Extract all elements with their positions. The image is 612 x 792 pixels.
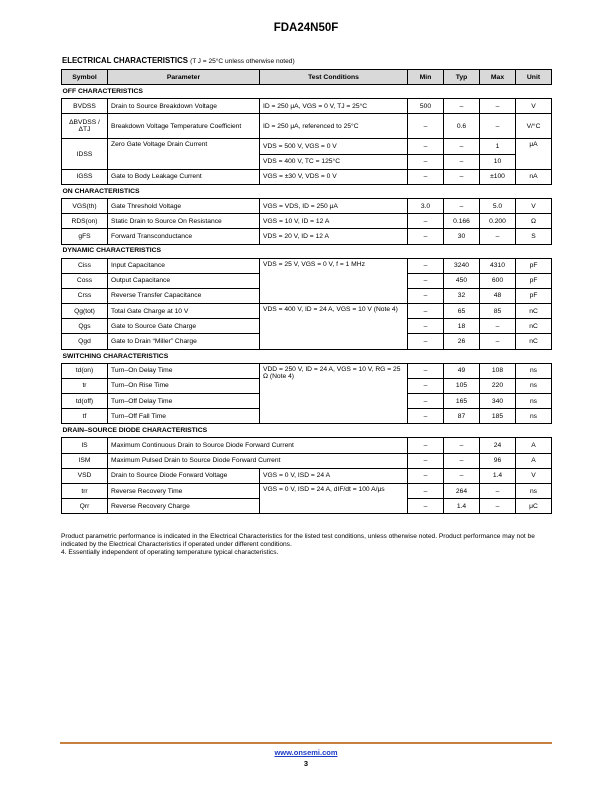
min-cell: – <box>408 258 444 273</box>
parameter-cell: Zero Gate Voltage Drain Current <box>108 139 260 169</box>
symbol-cell: IDSS <box>62 139 108 169</box>
parameter-cell: Reverse Recovery Charge <box>108 499 260 514</box>
symbol-cell: VSD <box>62 468 108 483</box>
typ-cell: 3240 <box>444 258 480 273</box>
symbol-cell: Qgs <box>62 319 108 334</box>
min-cell: – <box>408 319 444 334</box>
symbol-cell: td(on) <box>62 363 108 378</box>
typ-cell: 87 <box>444 409 480 424</box>
min-cell: – <box>408 273 444 288</box>
col-parameter: Parameter <box>108 70 260 85</box>
typ-cell: 30 <box>444 229 480 244</box>
typ-cell: 18 <box>444 319 480 334</box>
symbol-cell: gFS <box>62 229 108 244</box>
document-title: FDA24N50F <box>273 22 339 34</box>
max-cell: – <box>480 334 516 349</box>
unit-cell: pF <box>516 288 552 303</box>
typ-cell: – <box>444 169 480 184</box>
symbol-cell: IGSS <box>62 169 108 184</box>
parameter-cell: Turn–Off Fall Time <box>108 409 260 424</box>
unit-cell: ns <box>516 483 552 498</box>
typ-cell: 0.6 <box>444 114 480 139</box>
table-row <box>62 214 552 229</box>
group-off: OFF CHARACTERISTICS <box>62 85 552 99</box>
typ-cell: – <box>444 154 480 169</box>
min-cell: – <box>408 229 444 244</box>
unit-cell: ns <box>516 409 552 424</box>
table-row <box>62 229 552 244</box>
unit-cell: A <box>516 438 552 453</box>
col-symbol: Symbol <box>62 70 108 85</box>
section-title <box>62 56 295 65</box>
min-cell: – <box>408 378 444 393</box>
conditions-cell: VDD = 250 V, ID = 24 A, VGS = 10 V, RG = 25 Ω (Note 4) <box>260 363 408 424</box>
table-row <box>62 304 552 319</box>
symbol-cell: Crss <box>62 288 108 303</box>
table-row <box>62 453 552 468</box>
parameter-cell: Gate to Source Gate Charge <box>108 319 260 334</box>
min-cell: – <box>408 214 444 229</box>
min-cell: 3.0 <box>408 198 444 213</box>
min-cell: – <box>408 499 444 514</box>
symbol-cell: IS <box>62 438 108 453</box>
max-cell: 48 <box>480 288 516 303</box>
typ-cell: 450 <box>444 273 480 288</box>
max-cell: – <box>480 114 516 139</box>
symbol-cell: VGS(th) <box>62 198 108 213</box>
parameter-cell: Gate to Drain “Miller” Charge <box>108 334 260 349</box>
parameter-cell: Maximum Continuous Drain to Source Diode Forward Current <box>108 438 408 453</box>
min-cell: – <box>408 114 444 139</box>
note-4: 4. Essentially independent of operating temperature typical characteristics. <box>61 549 279 557</box>
section-heading: ELECTRICAL CHARACTERISTICS <box>62 56 188 65</box>
unit-cell: V <box>516 468 552 483</box>
max-cell: 5.0 <box>480 198 516 213</box>
typ-cell: – <box>444 453 480 468</box>
parameter-cell: Reverse Transfer Capacitance <box>108 288 260 303</box>
unit-cell: pF <box>516 258 552 273</box>
col-min: Min <box>408 70 444 85</box>
conditions-cell: VDS = 400 V, ID = 24 A, VGS = 10 V (Note 4) <box>260 304 408 350</box>
page-number: 3 <box>303 759 309 768</box>
conditions-cell: ID = 250 μA, VGS = 0 V, TJ = 25°C <box>260 99 408 114</box>
max-cell: 340 <box>480 394 516 409</box>
max-cell: – <box>480 229 516 244</box>
parameter-cell: Drain to Source Diode Forward Voltage <box>108 468 260 483</box>
conditions-cell: VDS = 25 V, VGS = 0 V, f = 1 MHz <box>260 258 408 304</box>
symbol-cell: Qrr <box>62 499 108 514</box>
typ-cell: 165 <box>444 394 480 409</box>
unit-cell: V <box>516 198 552 213</box>
min-cell: – <box>408 363 444 378</box>
typ-cell: – <box>444 468 480 483</box>
symbol-cell: ISM <box>62 453 108 468</box>
max-cell: ±100 <box>480 169 516 184</box>
symbol-cell: BVDSS <box>62 99 108 114</box>
parameter-cell: Maximum Pulsed Drain to Source Diode Forward Current <box>108 453 408 468</box>
typ-cell: – <box>444 198 480 213</box>
symbol-cell: RDS(on) <box>62 214 108 229</box>
typ-cell: 105 <box>444 378 480 393</box>
group-diode: DRAIN–SOURCE DIODE CHARACTERISTICS <box>62 424 552 438</box>
unit-cell: nC <box>516 319 552 334</box>
min-cell: – <box>408 169 444 184</box>
footer-divider <box>60 742 552 744</box>
conditions-cell: VDS = 20 V, ID = 12 A <box>260 229 408 244</box>
max-cell: – <box>480 99 516 114</box>
parameter-cell: Reverse Recovery Time <box>108 483 260 498</box>
parameter-cell: Forward Transconductance <box>108 229 260 244</box>
parameter-cell: Turn–On Delay Time <box>108 363 260 378</box>
table-row <box>62 169 552 184</box>
typ-cell: 26 <box>444 334 480 349</box>
typ-cell: 264 <box>444 483 480 498</box>
min-cell: – <box>408 468 444 483</box>
max-cell: 0.200 <box>480 214 516 229</box>
min-cell: – <box>408 154 444 169</box>
parameter-cell: Drain to Source Breakdown Voltage <box>108 99 260 114</box>
typ-cell: 49 <box>444 363 480 378</box>
symbol-cell: Ciss <box>62 258 108 273</box>
min-cell: – <box>408 288 444 303</box>
unit-cell: A <box>516 453 552 468</box>
max-cell: 185 <box>480 409 516 424</box>
parameter-cell: Input Capacitance <box>108 258 260 273</box>
max-cell: 10 <box>480 154 516 169</box>
table-row <box>62 363 552 378</box>
max-cell: 24 <box>480 438 516 453</box>
table-row <box>62 258 552 273</box>
typ-cell: 65 <box>444 304 480 319</box>
typ-cell: – <box>444 99 480 114</box>
parameter-cell: Turn–On Rise Time <box>108 378 260 393</box>
typ-cell: 1.4 <box>444 499 480 514</box>
parameter-cell: Gate Threshold Voltage <box>108 198 260 213</box>
table-row <box>62 438 552 453</box>
table-header-row <box>62 70 552 85</box>
notes <box>61 533 553 558</box>
min-cell: – <box>408 483 444 498</box>
unit-cell: nC <box>516 334 552 349</box>
parameter-cell: Static Drain to Source On Resistance <box>108 214 260 229</box>
conditions-cell: ID = 250 μA, referenced to 25°C <box>260 114 408 139</box>
parameter-cell: Breakdown Voltage Temperature Coefficient <box>108 114 260 139</box>
section-condition: (T J = 25°C unless otherwise noted) <box>190 58 295 65</box>
table-row <box>62 99 552 114</box>
table-row <box>62 198 552 213</box>
conditions-cell: VDS = 500 V, VGS = 0 V <box>260 139 408 154</box>
max-cell: 1 <box>480 139 516 154</box>
parameter-cell: Output Capacitance <box>108 273 260 288</box>
table-row <box>62 468 552 483</box>
min-cell: – <box>408 334 444 349</box>
group-on: ON CHARACTERISTICS <box>62 184 552 198</box>
unit-cell: nA <box>516 169 552 184</box>
electrical-characteristics-table <box>61 69 552 514</box>
max-cell: – <box>480 319 516 334</box>
typ-cell: 0.166 <box>444 214 480 229</box>
unit-cell: S <box>516 229 552 244</box>
unit-cell: nC <box>516 304 552 319</box>
symbol-cell: tf <box>62 409 108 424</box>
max-cell: 220 <box>480 378 516 393</box>
symbol-cell: tr <box>62 378 108 393</box>
conditions-cell: VGS = ±30 V, VDS = 0 V <box>260 169 408 184</box>
unit-cell: Ω <box>516 214 552 229</box>
min-cell: 500 <box>408 99 444 114</box>
unit-cell: ns <box>516 394 552 409</box>
min-cell: – <box>408 394 444 409</box>
conditions-cell: VGS = 0 V, ISD = 24 A <box>260 468 408 483</box>
symbol-cell: ΔBVDSS / ΔTJ <box>62 114 108 139</box>
col-typ: Typ <box>444 70 480 85</box>
conditions-cell: VGS = 0 V, ISD = 24 A, dIF/dt = 100 A/μs <box>260 483 408 513</box>
unit-cell: V/°C <box>516 114 552 139</box>
max-cell: 1.4 <box>480 468 516 483</box>
website-link[interactable]: www.onsemi.com <box>274 748 338 757</box>
symbol-cell: Qg(tot) <box>62 304 108 319</box>
max-cell: – <box>480 499 516 514</box>
parameter-cell: Gate to Body Leakage Current <box>108 169 260 184</box>
min-cell: – <box>408 139 444 154</box>
group-switching: SWITCHING CHARACTERISTICS <box>62 349 552 363</box>
parameter-cell: Turn–Off Delay Time <box>108 394 260 409</box>
unit-cell: μA <box>516 139 552 169</box>
max-cell: 108 <box>480 363 516 378</box>
col-test-conditions: Test Conditions <box>260 70 408 85</box>
unit-cell: pF <box>516 273 552 288</box>
unit-cell: ns <box>516 378 552 393</box>
unit-cell: V <box>516 99 552 114</box>
parameter-cell: Total Gate Charge at 10 V <box>108 304 260 319</box>
symbol-cell: Coss <box>62 273 108 288</box>
symbol-cell: Qgd <box>62 334 108 349</box>
symbol-cell: trr <box>62 483 108 498</box>
max-cell: 600 <box>480 273 516 288</box>
unit-cell: ns <box>516 363 552 378</box>
min-cell: – <box>408 453 444 468</box>
conditions-cell: VGS = VDS, ID = 250 μA <box>260 198 408 213</box>
max-cell: – <box>480 483 516 498</box>
table-row <box>62 139 552 154</box>
min-cell: – <box>408 438 444 453</box>
table-row <box>62 114 552 139</box>
conditions-cell: VGS = 10 V, ID = 12 A <box>260 214 408 229</box>
table-row <box>62 483 552 498</box>
symbol-cell: td(off) <box>62 394 108 409</box>
typ-cell: 32 <box>444 288 480 303</box>
max-cell: 85 <box>480 304 516 319</box>
unit-cell: μC <box>516 499 552 514</box>
min-cell: – <box>408 409 444 424</box>
col-max: Max <box>480 70 516 85</box>
general-note: Product parametric performance is indicated in the Electrical Characteristics for the listed test conditions, unless otherwise noted. Product performance may not be indicated by the Electrical Characteristics if operated under different conditions. <box>61 533 535 549</box>
typ-cell: – <box>444 438 480 453</box>
min-cell: – <box>408 304 444 319</box>
typ-cell: – <box>444 139 480 154</box>
conditions-cell: VDS = 400 V, TC = 125°C <box>260 154 408 169</box>
max-cell: 96 <box>480 453 516 468</box>
max-cell: 4310 <box>480 258 516 273</box>
col-unit: Unit <box>516 70 552 85</box>
group-dynamic: DYNAMIC CHARACTERISTICS <box>62 244 552 258</box>
